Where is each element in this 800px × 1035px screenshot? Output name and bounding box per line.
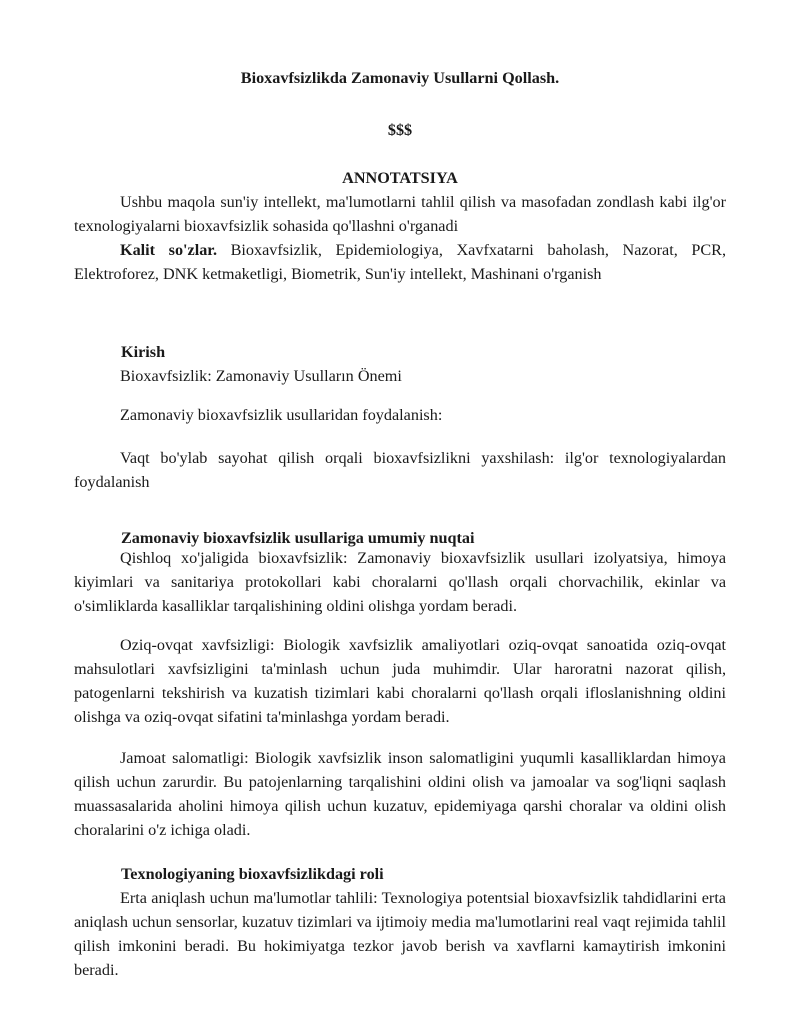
section-1-heading: Zamonaviy bioxavfsizlik usullariga umumiy nuqtai [121, 529, 475, 547]
section-1-paragraph-1: Qishloq xo'jaligida bioxavfsizlik: Zamonaviy bioxavfsizlik usullari izolyatsiya, himoya kiyimlari va sanitariya protokollari kabi choralarni qo'llash orqali chorvachilik, ekinlar va o'simliklarda kasalliklar tarqalishining oldini olishga yordam beradi. [74, 549, 726, 615]
keywords-label: Kalit so'zlar. [120, 241, 218, 259]
section-1-paragraph-3: Jamoat salomatligi: Biologik xavfsizlik inson salomatligini yuqumli kasalliklardan himoya qilish uchun zarurdir. Bu patojenlarning tarqalishini oldini olish va jamoalar va sog'liqni saqlash muassasalarida aholini himoya qilish uchun kuzatuv, epidemiyaga qarshi choralar va oldini olish choralarini o'z ichiga oladi. [74, 749, 726, 839]
keywords-paragraph [74, 238, 726, 286]
section-2-heading: Texnologiyaning bioxavfsizlikdagi roli [121, 865, 384, 883]
intro-line-1: Bioxavfsizlik: Zamonaviy Usulların Önemi [120, 367, 402, 385]
author-line: $$$ [387, 121, 413, 139]
intro-line-2: Zamonaviy bioxavfsizlik usullaridan foydalanish: [120, 406, 443, 424]
intro-paragraph: Vaqt bo'ylab sayohat qilish orqali bioxavfsizlikni yaxshilash: ilg'or texnologiyalardan foydalanish [74, 449, 726, 491]
annotation-text: Ushbu maqola sun'iy intellekt, ma'lumotlarni tahlil qilish va masofadan zondlash kabi ilg'or texnologiyalarni bioxavfsizlik sohasida qo'llashni o'rganadi [74, 193, 726, 235]
section-1-paragraph-2: Oziq-ovqat xavfsizligi: Biologik xavfsizlik amaliyotlari oziq-ovqat sanoatida oziq-ovqat mahsulotlari xavfsizligini ta'minlash uchun juda muhimdir. Ular haroratni nazorat qilish, patogenlarni tekshirish va kuzatish tizimlari kabi choralarni qo'llash orqali ifloslanishning oldini olishga va oziq-ovqat sifatini ta'minlashga yordam beradi. [74, 636, 726, 726]
annotation-heading: ANNOTATSIYA [342, 169, 458, 187]
intro-heading: Kirish [121, 343, 166, 361]
keywords-text: Bioxavfsizlik, Epidemiologiya, Xavfxatarni baholash, Nazorat, PCR, Elektroforez, DNK ketmaketligi, Biometrik, Sun'iy intellekt, Mashinani o'rganish [74, 241, 726, 283]
document-title: Bioxavfsizlikda Zamonaviy Usullarni Qollash. [240, 69, 560, 87]
section-2-paragraph-1: Erta aniqlash uchun ma'lumotlar tahlili: Texnologiya potentsial bioxavfsizlik tahdidlarini erta aniqlash uchun sensorlar, kuzatuv tizimlari va ijtimoiy media ma'lumotlarini real vaqt rejimida tahlil qilish imkonini beradi. Bu hokimiyatga tezkor javob berish va xavflarni kamaytirish imkonini beradi. [74, 889, 726, 979]
